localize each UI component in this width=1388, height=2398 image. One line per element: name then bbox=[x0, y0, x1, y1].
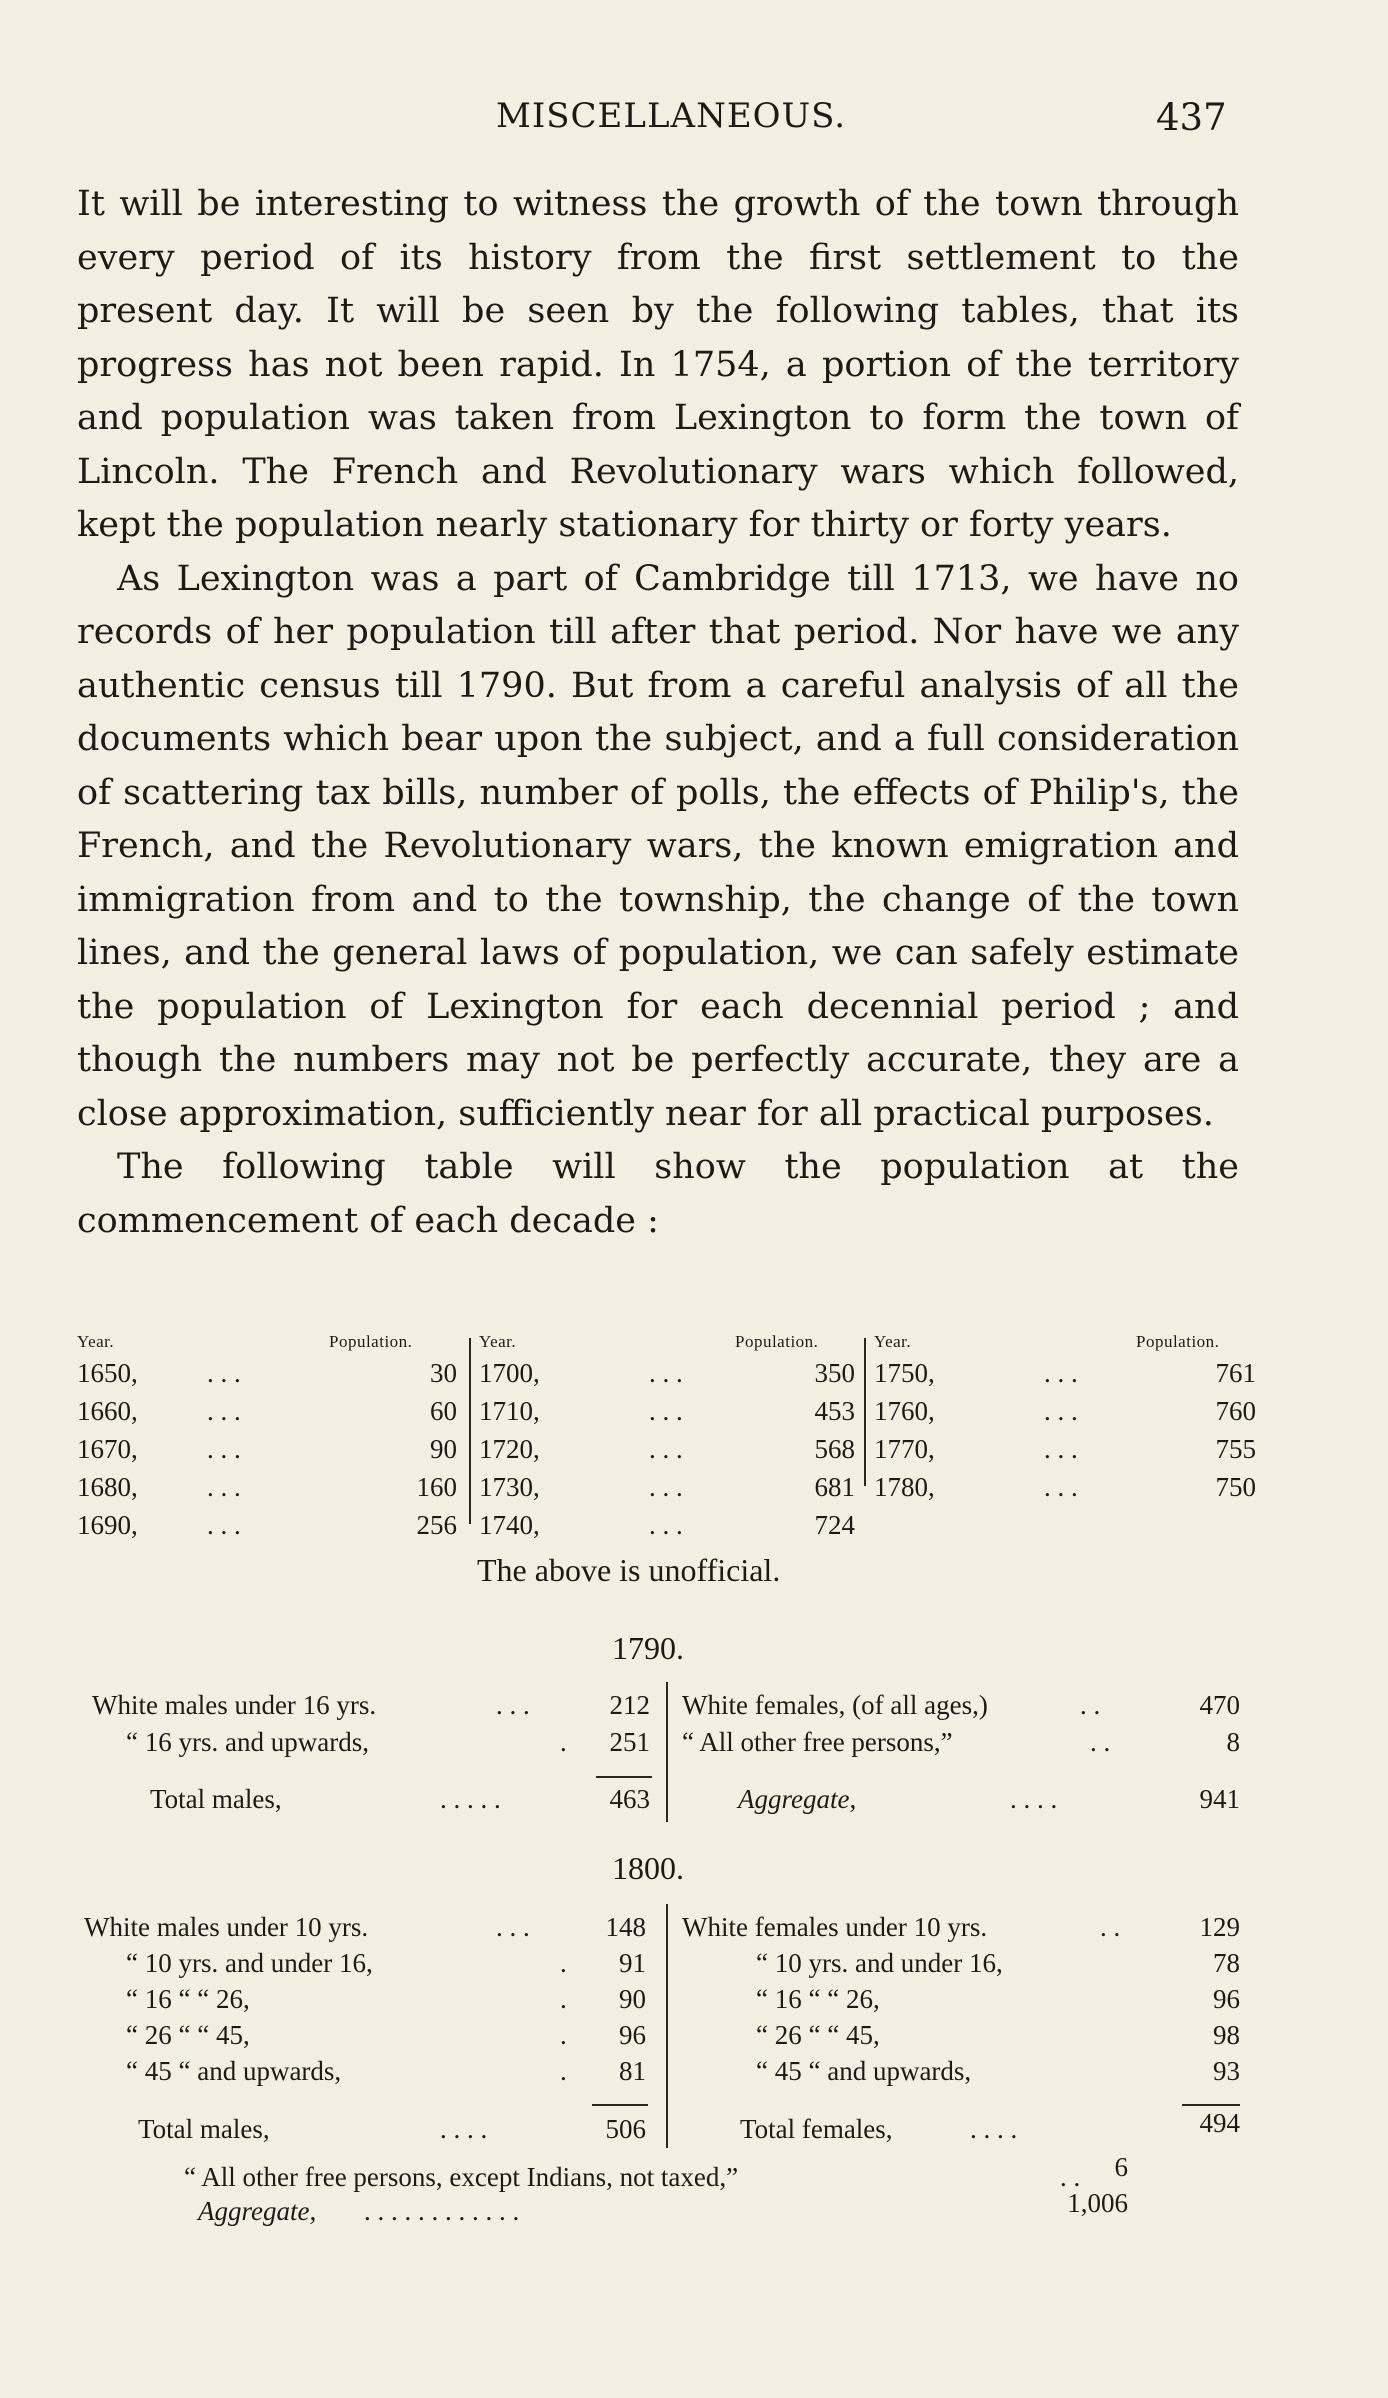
table-row bbox=[874, 1396, 1256, 1434]
census-1790-table bbox=[0, 1630, 1388, 1830]
population-header: Population. bbox=[1136, 1332, 1220, 1351]
population-header: Population. bbox=[735, 1332, 819, 1351]
total-value: 494 bbox=[1199, 2108, 1240, 2138]
running-title: MISCELLANEOUS. bbox=[496, 96, 847, 136]
table-note: The above is unofficial. bbox=[477, 1552, 781, 1588]
leader-dots: . . . bbox=[207, 1510, 241, 1540]
column-divider bbox=[469, 1338, 471, 1524]
table-row bbox=[77, 1472, 457, 1510]
table-row bbox=[77, 1396, 457, 1434]
paragraph: As Lexington was a part of Cambridge till 1713, we have no records of her population till after that period. Nor have we any authentic census till 1790. But from a careful analysis of all the documents which bear upon the subject, and a full consideration of scattering tax bills, number of polls, the effects of Philip's, the French, and the Revolutionary wars, the known emigration and immigration from and to the township, the change of the town lines, and the general laws of population, we can safely estimate the population of Lexington for each decennial period ; and though the numbers may not be perfectly accurate, they are a close approximation, sufficiently near for all practical purposes. bbox=[77, 558, 1239, 1134]
leader-dots: . . . . . bbox=[440, 1784, 501, 1814]
row-label: “ 26 “ “ 45, bbox=[126, 2020, 250, 2050]
year-header: Year. bbox=[77, 1332, 115, 1351]
paragraph: It will be interesting to witness the growth of the town through every period of its history from the first settlement to the present day. It will be seen by the following tables, that its progress has not been rapid. In 1754, a portion of the territory and population was taken from Lexington to form the town of Lincoln. The French and Revolutionary wars which followed, kept the population nearly stationary for thirty or forty years. bbox=[77, 184, 1239, 545]
leader-dots: . . bbox=[1090, 1727, 1111, 1757]
row-label: White males under 10 yrs. bbox=[84, 1912, 369, 1942]
column-divider bbox=[666, 1682, 668, 1822]
year-cell: 1650, bbox=[77, 1358, 138, 1388]
table-column bbox=[874, 1330, 1256, 1510]
year-cell: 1750, bbox=[874, 1358, 935, 1388]
population-cell: 724 bbox=[814, 1510, 855, 1540]
leader-dots: . bbox=[560, 1727, 567, 1757]
leader-dots: . . bbox=[1080, 1690, 1101, 1720]
aggregate-label: Aggregate, bbox=[198, 2196, 317, 2226]
leader-dots: . . . bbox=[649, 1510, 683, 1540]
leader-dots: . . . bbox=[496, 1690, 530, 1720]
population-cell: 760 bbox=[1215, 1396, 1256, 1426]
population-cell: 30 bbox=[430, 1358, 457, 1388]
leader-dots: . . . . bbox=[440, 2114, 488, 2144]
column-divider bbox=[864, 1338, 866, 1486]
population-cell: 681 bbox=[814, 1472, 855, 1502]
population-cell: 755 bbox=[1215, 1434, 1256, 1464]
leader-dots: . . . bbox=[207, 1434, 241, 1464]
leader-dots: . bbox=[560, 2056, 567, 2086]
population-cell: 256 bbox=[416, 1510, 457, 1540]
row-value: 98 bbox=[1213, 2020, 1240, 2050]
table-column bbox=[77, 1330, 457, 1548]
leader-dots: . . . bbox=[1044, 1434, 1078, 1464]
year-header: Year. bbox=[479, 1332, 517, 1351]
table-header bbox=[874, 1330, 1256, 1358]
population-cell: 453 bbox=[814, 1396, 855, 1426]
row-value: 96 bbox=[619, 2020, 646, 2050]
year-cell: 1740, bbox=[479, 1510, 540, 1540]
row-value: 251 bbox=[609, 1727, 650, 1757]
leader-dots: . . . bbox=[1044, 1358, 1078, 1388]
table-row bbox=[874, 1472, 1256, 1510]
census-1800-table bbox=[0, 1850, 1388, 2250]
table-row bbox=[479, 1396, 855, 1434]
leader-dots: . . . bbox=[649, 1358, 683, 1388]
row-label: White females under 10 yrs. bbox=[682, 1912, 988, 1942]
year-cell: 1720, bbox=[479, 1434, 540, 1464]
year-cell: 1680, bbox=[77, 1472, 138, 1502]
other-persons-label: “ All other free persons, except Indians, not taxed,” bbox=[184, 2162, 739, 2192]
total-value: 463 bbox=[609, 1784, 650, 1814]
row-label: “ 16 “ “ 26, bbox=[126, 1984, 250, 2014]
year-cell: 1710, bbox=[479, 1396, 540, 1426]
leader-dots: . . . bbox=[649, 1434, 683, 1464]
population-cell: 568 bbox=[814, 1434, 855, 1464]
leader-dots: . . . bbox=[207, 1472, 241, 1502]
sum-rule bbox=[1182, 2104, 1240, 2106]
population-cell: 160 bbox=[416, 1472, 457, 1502]
leader-dots: . . . bbox=[1044, 1472, 1078, 1502]
table-row bbox=[77, 1434, 457, 1472]
paragraph: The following table will show the population at the commencement of each decade : bbox=[77, 1147, 1239, 1241]
table-header bbox=[479, 1330, 855, 1358]
page-header bbox=[0, 96, 1388, 146]
table-row bbox=[874, 1358, 1256, 1396]
column-divider bbox=[666, 1904, 668, 2148]
row-label: “ 26 “ “ 45, bbox=[756, 2020, 880, 2050]
row-label: “ 16 “ “ 26, bbox=[756, 1984, 880, 2014]
aggregate-label: Aggregate, bbox=[738, 1784, 857, 1814]
row-value: 470 bbox=[1199, 1690, 1240, 1720]
row-value: 90 bbox=[619, 1984, 646, 2014]
leader-dots: . . bbox=[1060, 2162, 1081, 2192]
row-value: 81 bbox=[619, 2056, 646, 2086]
aggregate-value: 1,006 bbox=[1067, 2188, 1128, 2218]
census-year: 1800. bbox=[612, 1850, 684, 1886]
table-row bbox=[479, 1472, 855, 1510]
row-value: 96 bbox=[1213, 1984, 1240, 2014]
census-year: 1790. bbox=[612, 1630, 684, 1666]
other-persons-value: 6 bbox=[1114, 2152, 1128, 2182]
leader-dots: . . . bbox=[1044, 1396, 1078, 1426]
year-cell: 1700, bbox=[479, 1358, 540, 1388]
leader-dots: . bbox=[560, 1984, 567, 2014]
row-label: White females, (of all ages,) bbox=[682, 1690, 988, 1720]
year-cell: 1780, bbox=[874, 1472, 935, 1502]
row-label: “ 10 yrs. and under 16, bbox=[756, 1948, 1003, 1978]
population-cell: 60 bbox=[430, 1396, 457, 1426]
leader-dots: . . . bbox=[207, 1396, 241, 1426]
leader-dots: . . . bbox=[649, 1472, 683, 1502]
table-row bbox=[479, 1358, 855, 1396]
leader-dots: . . bbox=[1100, 1912, 1121, 1942]
leader-dots: . . . . . . . . . . . . bbox=[364, 2196, 520, 2226]
table-row bbox=[479, 1510, 855, 1548]
leader-dots: . bbox=[560, 2020, 567, 2050]
table-row bbox=[77, 1358, 457, 1396]
table-header bbox=[77, 1330, 457, 1358]
year-cell: 1730, bbox=[479, 1472, 540, 1502]
leader-dots: . . . bbox=[207, 1358, 241, 1388]
row-label: “ 45 “ and upwards, bbox=[126, 2056, 342, 2086]
aggregate-value: 941 bbox=[1199, 1784, 1240, 1814]
total-value: 506 bbox=[605, 2114, 646, 2144]
total-label: Total males, bbox=[138, 2114, 270, 2144]
total-label: Total males, bbox=[150, 1784, 282, 1814]
year-cell: 1690, bbox=[77, 1510, 138, 1540]
population-cell: 750 bbox=[1215, 1472, 1256, 1502]
leader-dots: . bbox=[560, 1948, 567, 1978]
total-label: Total females, bbox=[740, 2114, 893, 2144]
year-cell: 1670, bbox=[77, 1434, 138, 1464]
leader-dots: . . . bbox=[496, 1912, 530, 1942]
leader-dots: . . . . bbox=[970, 2114, 1018, 2144]
table-row bbox=[77, 1510, 457, 1548]
population-header: Population. bbox=[329, 1332, 413, 1351]
row-value: 78 bbox=[1213, 1948, 1240, 1978]
row-label: White males under 16 yrs. bbox=[92, 1690, 377, 1720]
row-value: 212 bbox=[609, 1690, 650, 1720]
row-value: 129 bbox=[1199, 1912, 1240, 1942]
population-cell: 350 bbox=[814, 1358, 855, 1388]
table-row bbox=[874, 1434, 1256, 1472]
year-cell: 1660, bbox=[77, 1396, 138, 1426]
year-header: Year. bbox=[874, 1332, 912, 1351]
row-value: 93 bbox=[1213, 2056, 1240, 2086]
population-cell: 761 bbox=[1215, 1358, 1256, 1388]
row-value: 148 bbox=[605, 1912, 646, 1942]
row-value: 91 bbox=[619, 1948, 646, 1978]
page-number: 437 bbox=[1156, 96, 1227, 139]
sum-rule bbox=[596, 1776, 652, 1778]
sum-rule bbox=[592, 2104, 648, 2106]
year-cell: 1770, bbox=[874, 1434, 935, 1464]
table-column bbox=[479, 1330, 855, 1548]
population-cell: 90 bbox=[430, 1434, 457, 1464]
leader-dots: . . . bbox=[649, 1396, 683, 1426]
year-cell: 1760, bbox=[874, 1396, 935, 1426]
row-value: 8 bbox=[1226, 1727, 1240, 1757]
row-label: “ All other free persons,” bbox=[682, 1727, 953, 1757]
leader-dots: . . . . bbox=[1010, 1784, 1058, 1814]
table-row bbox=[479, 1434, 855, 1472]
row-label: “ 45 “ and upwards, bbox=[756, 2056, 972, 2086]
row-label: “ 16 yrs. and upwards, bbox=[126, 1727, 369, 1757]
row-label: “ 10 yrs. and under 16, bbox=[126, 1948, 373, 1978]
body-text bbox=[77, 178, 1239, 1248]
